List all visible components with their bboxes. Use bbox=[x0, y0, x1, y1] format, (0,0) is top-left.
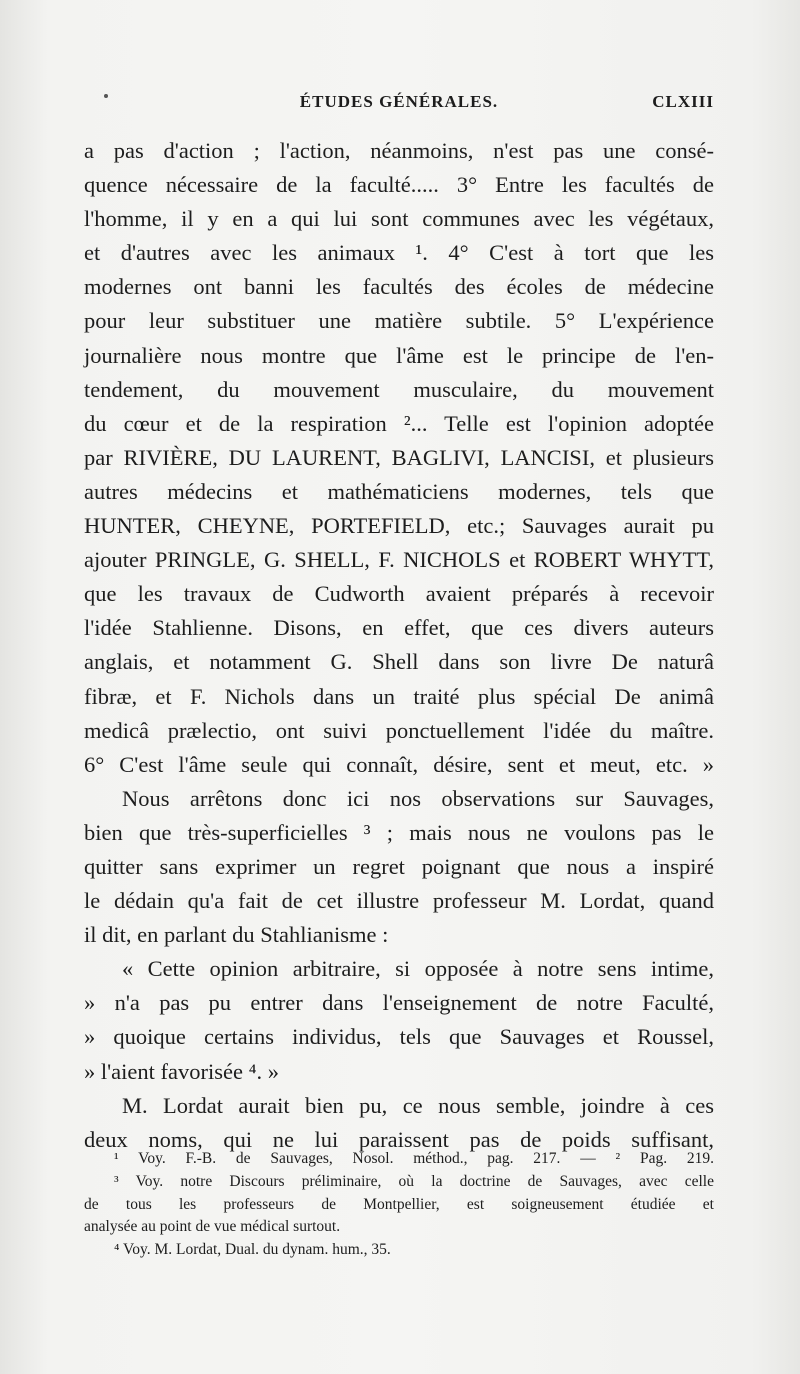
text-line: autres médecins et mathématiciens modernes, tels que bbox=[84, 478, 714, 504]
running-title: ÉTUDES GÉNÉRALES. bbox=[299, 92, 499, 111]
text-line: et d'autres avec les animaux ¹. 4° C'est à tort que les bbox=[84, 240, 714, 266]
paragraph-start-line: M. Lordat aurait bien pu, ce nous semble, joindre à ces bbox=[122, 1092, 714, 1118]
text-line: pour leur substituer une matière subtile. 5° L'expérience bbox=[84, 308, 714, 334]
text-line: HUNTER, CHEYNE, PORTEFIELD, etc.; Sauvages aurait pu bbox=[84, 513, 714, 539]
main-text bbox=[84, 134, 714, 1157]
quote-line: » quoique certains individus, tels que Sauvages et Roussel, bbox=[84, 1024, 714, 1050]
text-line: ajouter PRINGLE, G. SHELL, F. NICHOLS et ROBERT WHYTT, bbox=[84, 547, 714, 573]
footnote-line: de tous les professeurs de Montpellier, est soigneusement étudiée et bbox=[84, 1195, 714, 1213]
footnotes bbox=[84, 1148, 714, 1262]
text-line: tendement, du mouvement musculaire, du mouvement bbox=[84, 376, 714, 402]
text-line: quence nécessaire de la faculté..... 3° Entre les facultés de bbox=[84, 172, 714, 198]
footnote-line: ¹ Voy. F.-B. de Sauvages, Nosol. méthod., pag. 217. — ² Pag. 219. bbox=[114, 1150, 714, 1167]
text-line: anglais, et notamment G. Shell dans son livre De naturâ bbox=[84, 649, 714, 675]
text-line: medicâ prælectio, ont suivi ponctuellement l'idée du maître. bbox=[84, 717, 714, 743]
text-line: fibræ, et F. Nichols dans un traité plus spécial De animâ bbox=[84, 683, 714, 709]
page-number: CLXIII bbox=[652, 92, 714, 111]
text-line: a pas d'action ; l'action, néanmoins, n'est pas une consé- bbox=[84, 138, 714, 163]
text-line: 6° C'est l'âme seule qui connaît, désire, sent et meut, etc. » bbox=[84, 751, 714, 777]
text-line: du cœur et de la respiration ²... Telle est l'opinion adoptée bbox=[84, 410, 714, 436]
text-line: bien que très-superficielles ³ ; mais nous ne voulons pas le bbox=[84, 819, 714, 845]
page-header bbox=[84, 92, 714, 122]
paragraph-start-line: Nous arrêtons donc ici nos observations sur Sauvages, bbox=[122, 785, 714, 811]
quote-line: » l'aient favorisée ⁴. » bbox=[84, 1058, 279, 1084]
text-line: par RIVIÈRE, DU LAURENT, BAGLIVI, LANCISI, et plusieurs bbox=[84, 444, 714, 470]
quote-line: « Cette opinion arbitraire, si opposée à notre sens intime, bbox=[122, 956, 714, 982]
text-line: l'idée Stahlienne. Disons, en effet, que ces divers auteurs bbox=[84, 615, 714, 641]
quote-line: » n'a pas pu entrer dans l'enseignement de notre Faculté, bbox=[84, 990, 714, 1016]
text-line: modernes ont banni les facultés des écoles de médecine bbox=[84, 274, 714, 300]
text-line: quitter sans exprimer un regret poignant que nous a inspiré bbox=[84, 853, 714, 879]
text-line: il dit, en parlant du Stahlianisme : bbox=[84, 922, 389, 948]
footnote-line: analysée au point de vue médical surtout. bbox=[84, 1218, 341, 1236]
footnote-line: ³ Voy. notre Discours préliminaire, où la doctrine de Sauvages, avec celle bbox=[114, 1172, 714, 1190]
footnote-line: ⁴ Voy. M. Lordat, Dual. du dynam. hum., 35. bbox=[114, 1241, 391, 1259]
text-line: que les travaux de Cudworth avaient préparés à recevoir bbox=[84, 581, 714, 607]
text-line: deux noms, qui ne lui paraissent pas de poids suffisant, bbox=[84, 1126, 714, 1152]
text-line: le dédain qu'a fait de cet illustre professeur M. Lordat, quand bbox=[84, 888, 714, 914]
text-line: journalière nous montre que l'âme est le principe de l'en- bbox=[84, 342, 714, 368]
text-line: l'homme, il y en a qui lui sont communes avec les végétaux, bbox=[84, 206, 714, 232]
